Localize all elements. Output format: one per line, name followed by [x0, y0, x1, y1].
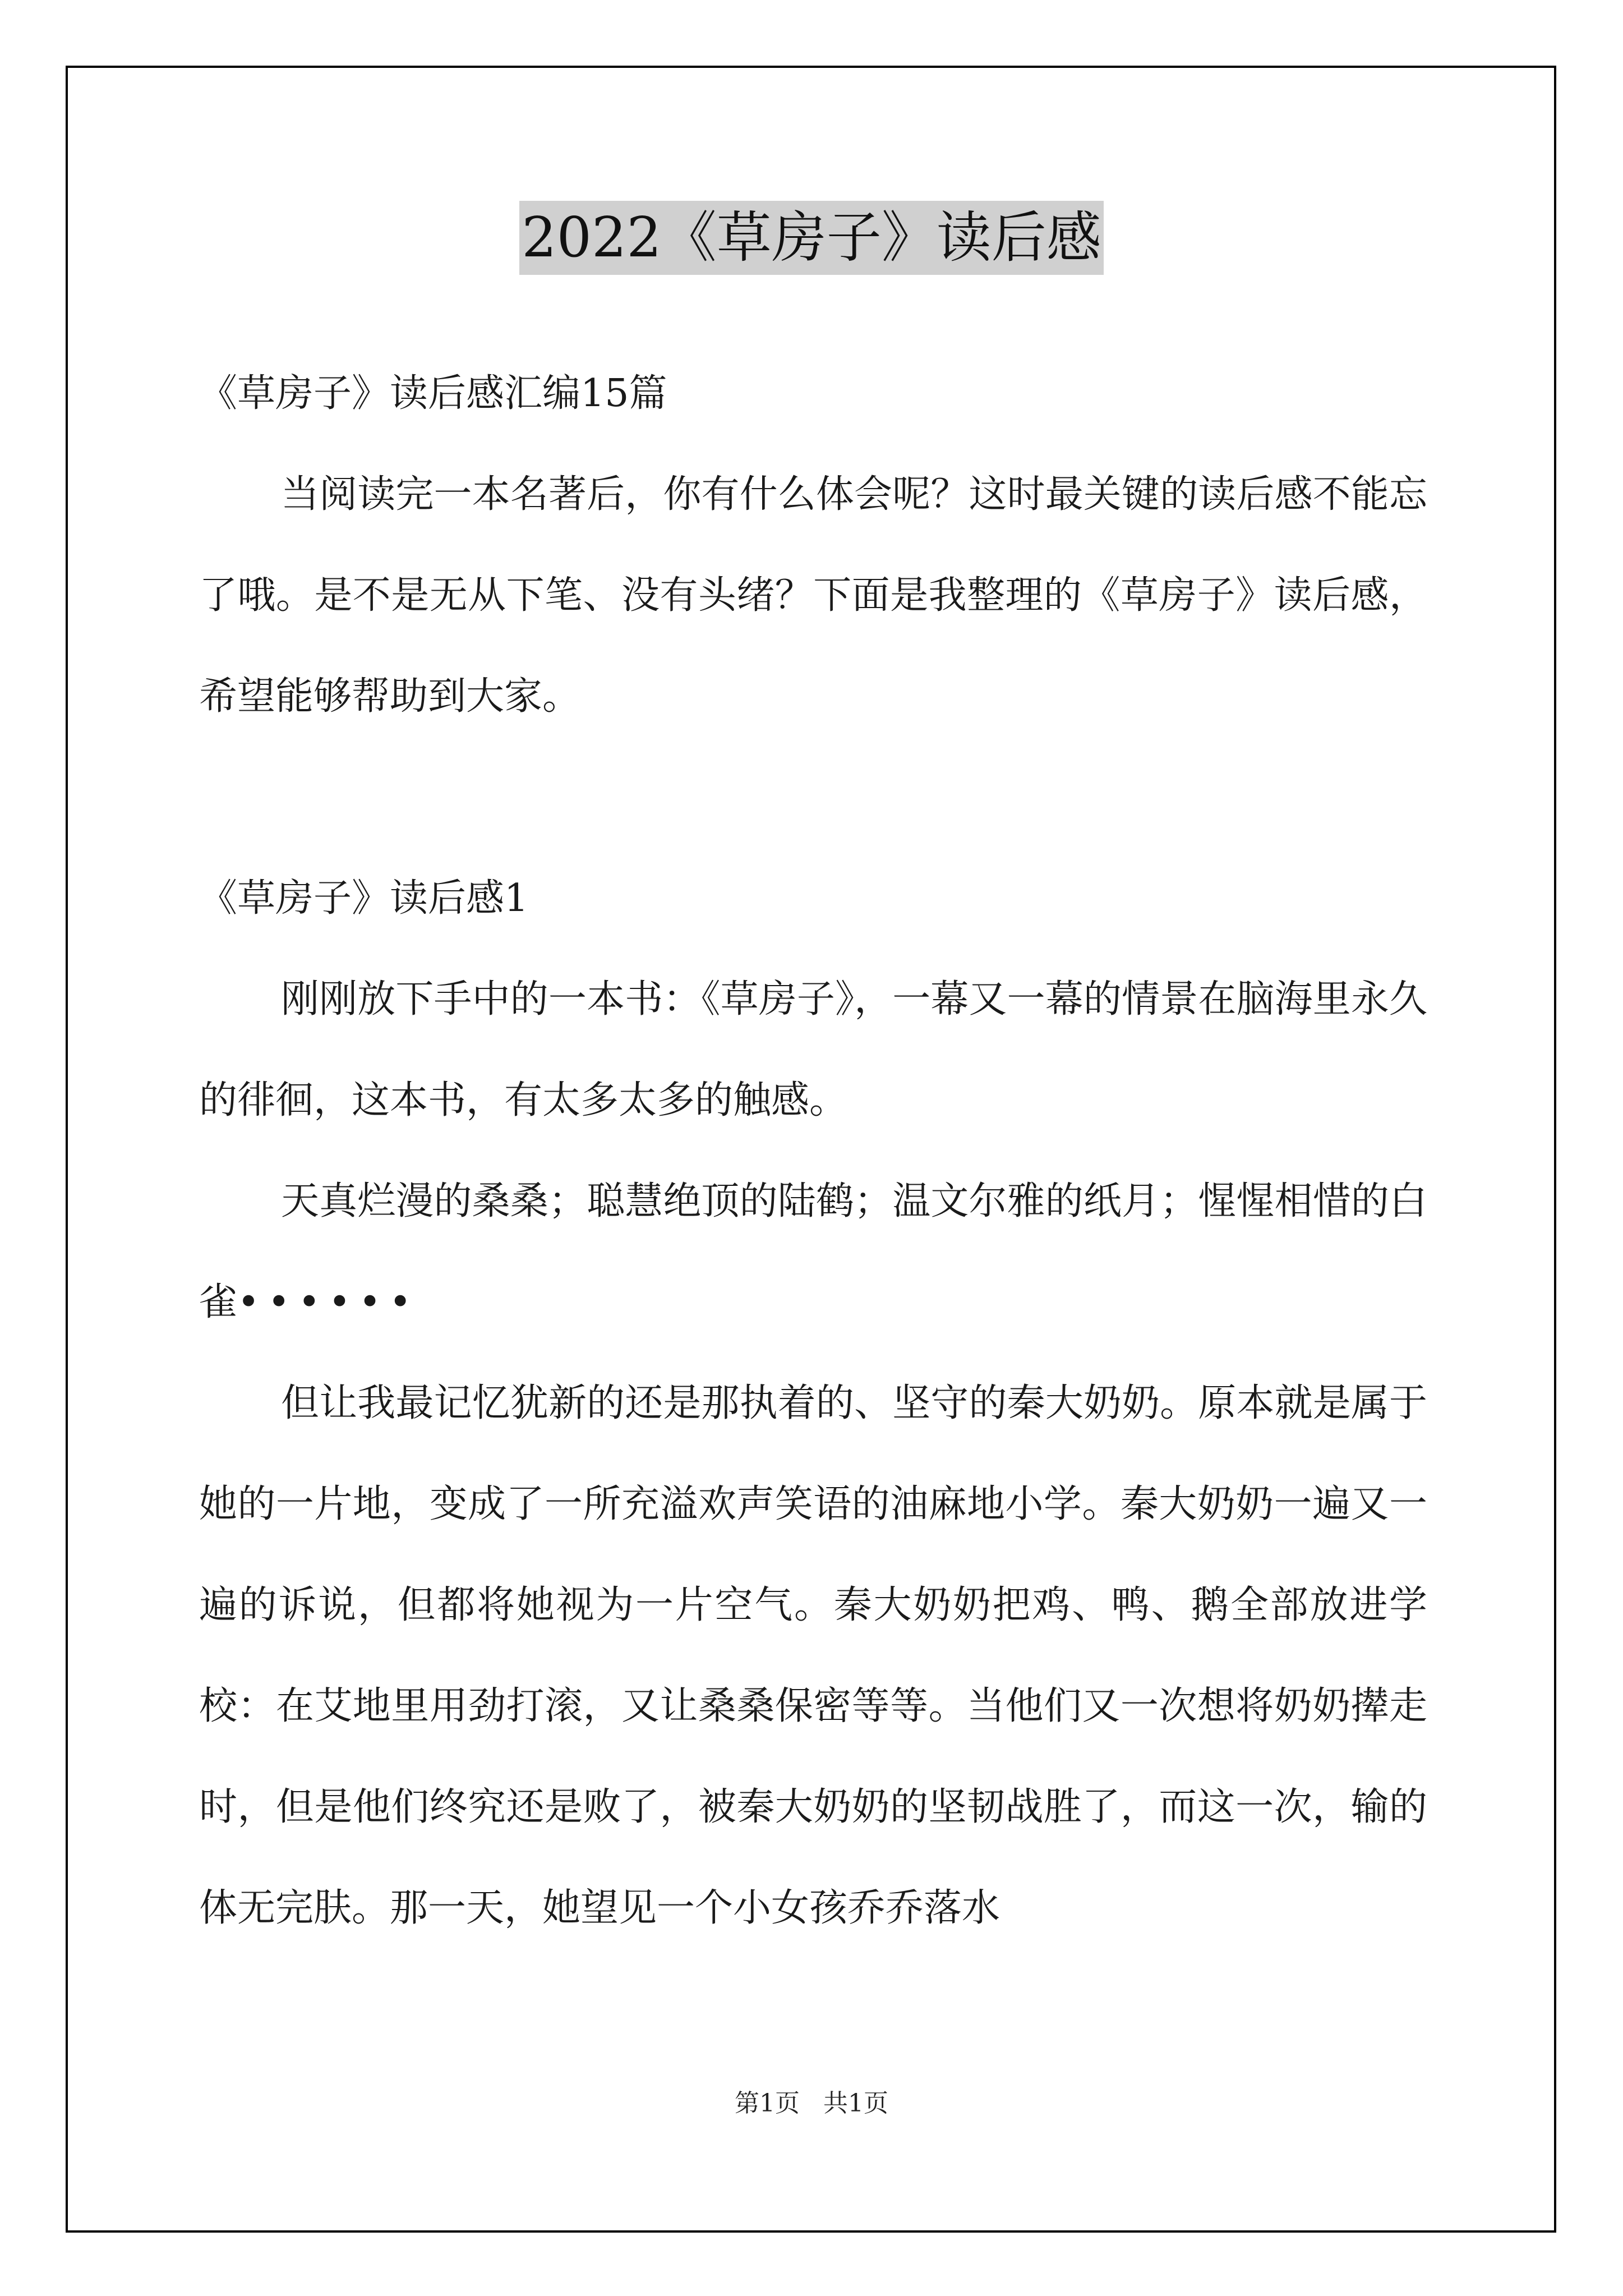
document-title: 2022《草房子》读后感: [519, 201, 1103, 275]
ellipsis-dots: ••••••: [237, 1280, 419, 1324]
section-spacer: [199, 747, 1427, 848]
subtitle: 《草房子》读后感汇编15篇: [199, 371, 667, 416]
title-container: [0, 201, 1623, 275]
body-paragraph: [199, 1151, 1427, 1353]
body-paragraph: 刚刚放下手中的一本书：《草房子》，一幕又一幕的情景在脑海里永久的徘徊，这本书，有太多太多的触感。: [199, 977, 1427, 1122]
intro-paragraph: 当阅读完一本名著后，你有什么体会呢？这时最关键的读后感不能忘了哦。是不是无从下笔、没有头绪？下面是我整理的《草房子》读后感，希望能够帮助到大家。: [199, 472, 1427, 719]
page-footer: 第1页 共1页: [735, 2089, 888, 2118]
body-paragraph: 但让我最记忆犹新的还是那执着的、坚守的秦大奶奶。原本就是属于她的一片地，变成了一所充溢欢声笑语的油麻地小学。秦大奶奶一遍又一遍的诉说，但都将她视为一片空气。秦大奶奶把鸡、鸭、鹅全部放进学校：在艾地里用劲打滚，又让桑桑保密等等。当他们又一次想将奶奶撵走时，但是他们终究还是败了，被秦大奶奶的坚韧战胜了，而这一次，输的体无完肤。那一天，她望见一个小女孩乔乔落水: [199, 1381, 1427, 1930]
document-body: [199, 343, 1427, 1959]
section-heading: 《草房子》读后感1: [199, 876, 529, 921]
paragraph-text: 天真烂漫的桑桑；聪慧绝顶的陆鹤；温文尔雅的纸月；惺惺相惜的白雀: [199, 1179, 1427, 1324]
